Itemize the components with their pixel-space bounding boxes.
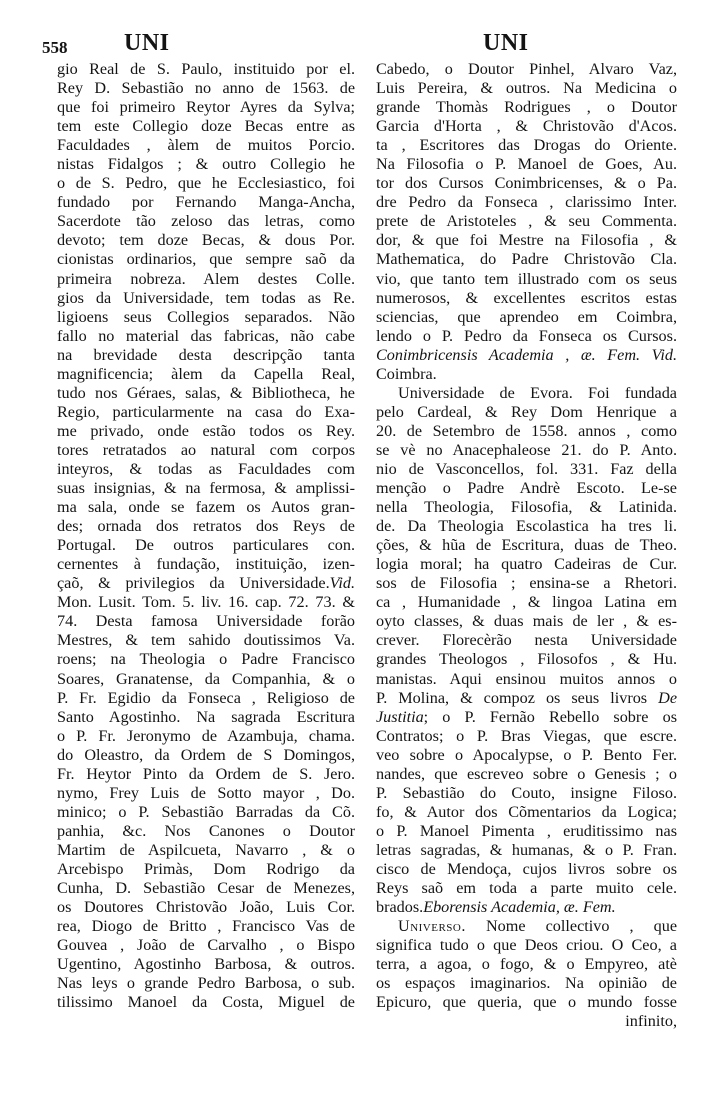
- text-line: crever. Florecèrão nesta Universidade: [376, 631, 677, 650]
- running-head-left: UNI: [124, 30, 170, 56]
- text-line: inteyros, & todas as Faculdades com: [57, 459, 355, 478]
- citation-eborensis: Eborensis Academia, æ. Fem.: [423, 898, 616, 917]
- text-line: fallo no material das fabricas, não cabe: [57, 326, 355, 345]
- text-line: [57, 574, 355, 593]
- text-line: Garcia d'Horta , & Christovão d'Acos.: [376, 117, 677, 136]
- text-line: oyto classes, & duas mais de ler , & es-: [376, 612, 677, 631]
- text-line: ções, & hũa de Escritura, duas de Theo.: [376, 536, 677, 555]
- text-line: letras sagradas, & humanas, & o P. Fran.: [376, 840, 677, 859]
- text-line: na brevidade desta descripção tanta: [57, 345, 355, 364]
- text-line: nella Theologia, Filosofia, & Latinida.: [376, 498, 677, 517]
- text-line: logia moral; ha quatro Cadeiras de Cur.: [376, 555, 677, 574]
- text-segment: çaõ, & privilegios da Universidade.: [57, 574, 330, 593]
- text-line: panhia, &c. Nos Canones o Doutor: [57, 821, 355, 840]
- text-line: devoto; tem doze Becas, & dous Por.: [57, 231, 355, 250]
- text-line: dre Pedro da Fonseca , clarissimo Inter.: [376, 193, 677, 212]
- text-line: sos de Filosofia ; ensina-se a Rhetori.: [376, 574, 677, 593]
- text-line: veo sobre o Apocalypse, o P. Bento Fer.: [376, 745, 677, 764]
- text-line: tudo nos Géraes, salas, & Bibliotheca, he: [57, 383, 355, 402]
- text-line: o P. Manoel Pimenta , eruditissimo nas: [376, 821, 677, 840]
- text-line: Epicuro, que queria, que o mundo fosse: [376, 993, 677, 1012]
- text-line: nio de Vasconcellos, fol. 331. Faz della: [376, 459, 677, 478]
- text-line: Portugal. De outros particulares con.: [57, 536, 355, 555]
- text-line: Ugentino, Agostinho Barbosa, & outros.: [57, 955, 355, 974]
- text-line: ma sala, onde se fazem os Autos gran-: [57, 498, 355, 517]
- text-line: Faculdades , àlem de muitos Porcio.: [57, 136, 355, 155]
- text-line: primeira nobreza. Alem destes Colle.: [57, 269, 355, 288]
- citation-vid: Vid.: [329, 574, 355, 593]
- text-line: P. Sebastião do Couto, insigne Filoso.: [376, 783, 677, 802]
- text-line: Nas leys o grande Pedro Barbosa, o sub.: [57, 974, 355, 993]
- text-line: Mathematica, do Padre Christovão Cla.: [376, 250, 677, 269]
- text-line: Cunha, D. Sebastião Cesar de Menezes,: [57, 879, 355, 898]
- text-line: Coimbra.: [376, 364, 437, 383]
- text-line: me privado, onde estão todos os Rey.: [57, 421, 355, 440]
- text-line: nandes, que escreveo sobre o Genesis ; o: [376, 764, 677, 783]
- text-line: Cabedo, o Doutor Pinhel, Alvaro Vaz,: [376, 60, 677, 78]
- text-segment: Nome collectivo , que: [485, 917, 677, 936]
- text-line: fo, & Autor dos Cõmentarios da Logica;: [376, 802, 677, 821]
- text-line: Santo Agostinho. Na sagrada Escritura: [57, 707, 355, 726]
- text-line: Mon. Lusit. Tom. 5. liv. 16. cap. 72. 73. &: [57, 593, 355, 612]
- text-line: [376, 708, 677, 727]
- text-line: [376, 689, 677, 708]
- text-line: magnificencia; àlem da Capella Real,: [57, 364, 355, 383]
- text-line: gio Real de S. Paulo, instituido por el.: [57, 60, 355, 78]
- text-line: vio, que tanto tem illustrado com os seus: [376, 269, 677, 288]
- text-line: suas insignias, & na fermosa, & amplissi-: [57, 479, 355, 498]
- text-line: lendo o P. Pedro da Fonseca os Cursos.: [376, 326, 677, 345]
- text-line: minico; o P. Sebastião Barradas da Cõ.: [57, 802, 355, 821]
- text-line: pelo Cardeal, & Rey Dom Henrique a: [376, 402, 677, 421]
- text-line: numerosos, & excellentes escritos estas: [376, 288, 677, 307]
- text-line: ligioens seus Collegios separados. Não: [57, 307, 355, 326]
- text-line: Na Filosofia o P. Manoel de Goes, Au.: [376, 155, 677, 174]
- text-line: cisco de Mendoça, cujos livros sobre os: [376, 859, 677, 878]
- text-line: Rey D. Sebastião no anno de 1563. de: [57, 79, 355, 98]
- text-line: 74. Desta famosa Universidade forão: [57, 612, 355, 631]
- text-line: manistas. Aqui ensinou muitos annos o: [376, 669, 677, 688]
- text-line: Sacerdote tão zeloso das letras, como: [57, 212, 355, 231]
- headword-universo: Universo.: [398, 917, 466, 936]
- text-line: Gouvea , João de Carvalho , o Bispo: [57, 936, 355, 955]
- text-line: Fr. Heytor Pinto da Ordem de S. Jero.: [57, 764, 355, 783]
- text-line: Martim de Aspilcueta, Navarro , & o: [57, 840, 355, 859]
- text-line: terra, a agoa, o fogo, & o Empyreo, atè: [376, 955, 677, 974]
- text-line: rea, Diogo de Britto , Francisco Vas de: [57, 917, 355, 936]
- text-line: gios da Universidade, tem todas as Re.: [57, 288, 355, 307]
- right-column: [376, 60, 677, 1031]
- text-line: grande Thomàs Rodrigues , o Doutor: [376, 98, 677, 117]
- text-line: ca , Humanidade , & lingoa Latina em: [376, 593, 677, 612]
- text-line: significa tudo o que Deos criou. O Ceo, a: [376, 936, 677, 955]
- text-line: Luis Pereira, & outros. Na Medicina o: [376, 79, 677, 98]
- text-line: dor, & que foi Mestre na Filosofia , &: [376, 231, 677, 250]
- text-line-italic: Conimbricensis Academia , æ. Fem. Vid.: [376, 345, 677, 364]
- text-line: menção o Padre Andrè Escoto. Le-se: [376, 479, 677, 498]
- text-line: tem este Collegio doze Becas entre as: [57, 117, 355, 136]
- text-line: tores retratados ao natural com corpos: [57, 440, 355, 459]
- text-line: Regio, particularmente na casa do Exa-: [57, 402, 355, 421]
- text-line: cionistas ordinarios, que sempre saõ da: [57, 250, 355, 269]
- text-line: fundado por Fernando Manga-Ancha,: [57, 193, 355, 212]
- text-line: nistas Fidalgos ; & outro Collegio he: [57, 155, 355, 174]
- text-line: Soares, Granatense, da Companhia, & o: [57, 669, 355, 688]
- text-line: o de S. Pedro, que he Ecclesiastico, foi: [57, 174, 355, 193]
- text-line: ta , Escritores das Drogas do Oriente.: [376, 136, 677, 155]
- entry-start-evora: Universidade de Evora. Foi fundada: [398, 383, 677, 402]
- text-line: sciencias, que aprendeo em Coimbra,: [376, 307, 677, 326]
- title-justitia: Justitia: [376, 707, 424, 726]
- catchword: infinito,: [625, 1012, 677, 1031]
- text-line: cernentes à fundação, instituição, izen-: [57, 555, 355, 574]
- text-line: tilissimo Manoel da Costa, Miguel de: [57, 993, 355, 1012]
- text-line: 20. de Setembro de 1558. annos , como: [376, 421, 677, 440]
- page-number: 558: [42, 38, 68, 57]
- text-line: o P. Fr. Jeronymo de Azambuja, chama.: [57, 726, 355, 745]
- text-line: Contratos; o P. Bras Viegas, que escre.: [376, 726, 677, 745]
- text-line: roens; na Theologia o Padre Francisco: [57, 650, 355, 669]
- text-line: Arcebispo Primàs, Dom Rodrigo da: [57, 859, 355, 878]
- text-line: que foi primeiro Reytor Ayres da Sylva;: [57, 98, 355, 117]
- text-line: Mestres, & tem sahido doutissimos Va.: [57, 631, 355, 650]
- text-line: prete de Aristoteles , & seu Commenta.: [376, 212, 677, 231]
- text-segment: P. Molina, & compoz os seus livros: [376, 688, 648, 707]
- entry-start-universo: [376, 917, 677, 936]
- text-line: do Oleastro, da Ordem de S Domingos,: [57, 745, 355, 764]
- text-line: P. Fr. Egidio da Fonseca , Religioso de: [57, 688, 355, 707]
- left-column: [57, 60, 355, 1012]
- text-segment: ; o P. Fernão Rebello sobre os: [423, 707, 677, 726]
- text-line: grandes Theologos , Filosofos , & Hu.: [376, 650, 677, 669]
- running-head-right: UNI: [483, 30, 529, 56]
- text-line: des; ornada dos retratos dos Reys de: [57, 517, 355, 536]
- title-de: De: [658, 688, 677, 707]
- text-line: Reys saõ em toda a parte muito cele.: [376, 879, 677, 898]
- text-segment: brados.: [376, 898, 424, 917]
- text-line: nymo, Frey Luis de Sotto mayor , Do.: [57, 783, 355, 802]
- text-line: [376, 898, 677, 917]
- text-line: se vè no Anacephaleose 21. do P. Anto.: [376, 440, 677, 459]
- text-line: os Doutores Christovão João, Luis Cor.: [57, 898, 355, 917]
- text-line: os espaços imaginarios. Na opinião de: [376, 974, 677, 993]
- text-line: de. Da Theologia Escolastica ha tres li.: [376, 517, 677, 536]
- text-line: tor dos Cursos Conimbricenses, & o Pa.: [376, 174, 677, 193]
- page-header: [0, 30, 709, 60]
